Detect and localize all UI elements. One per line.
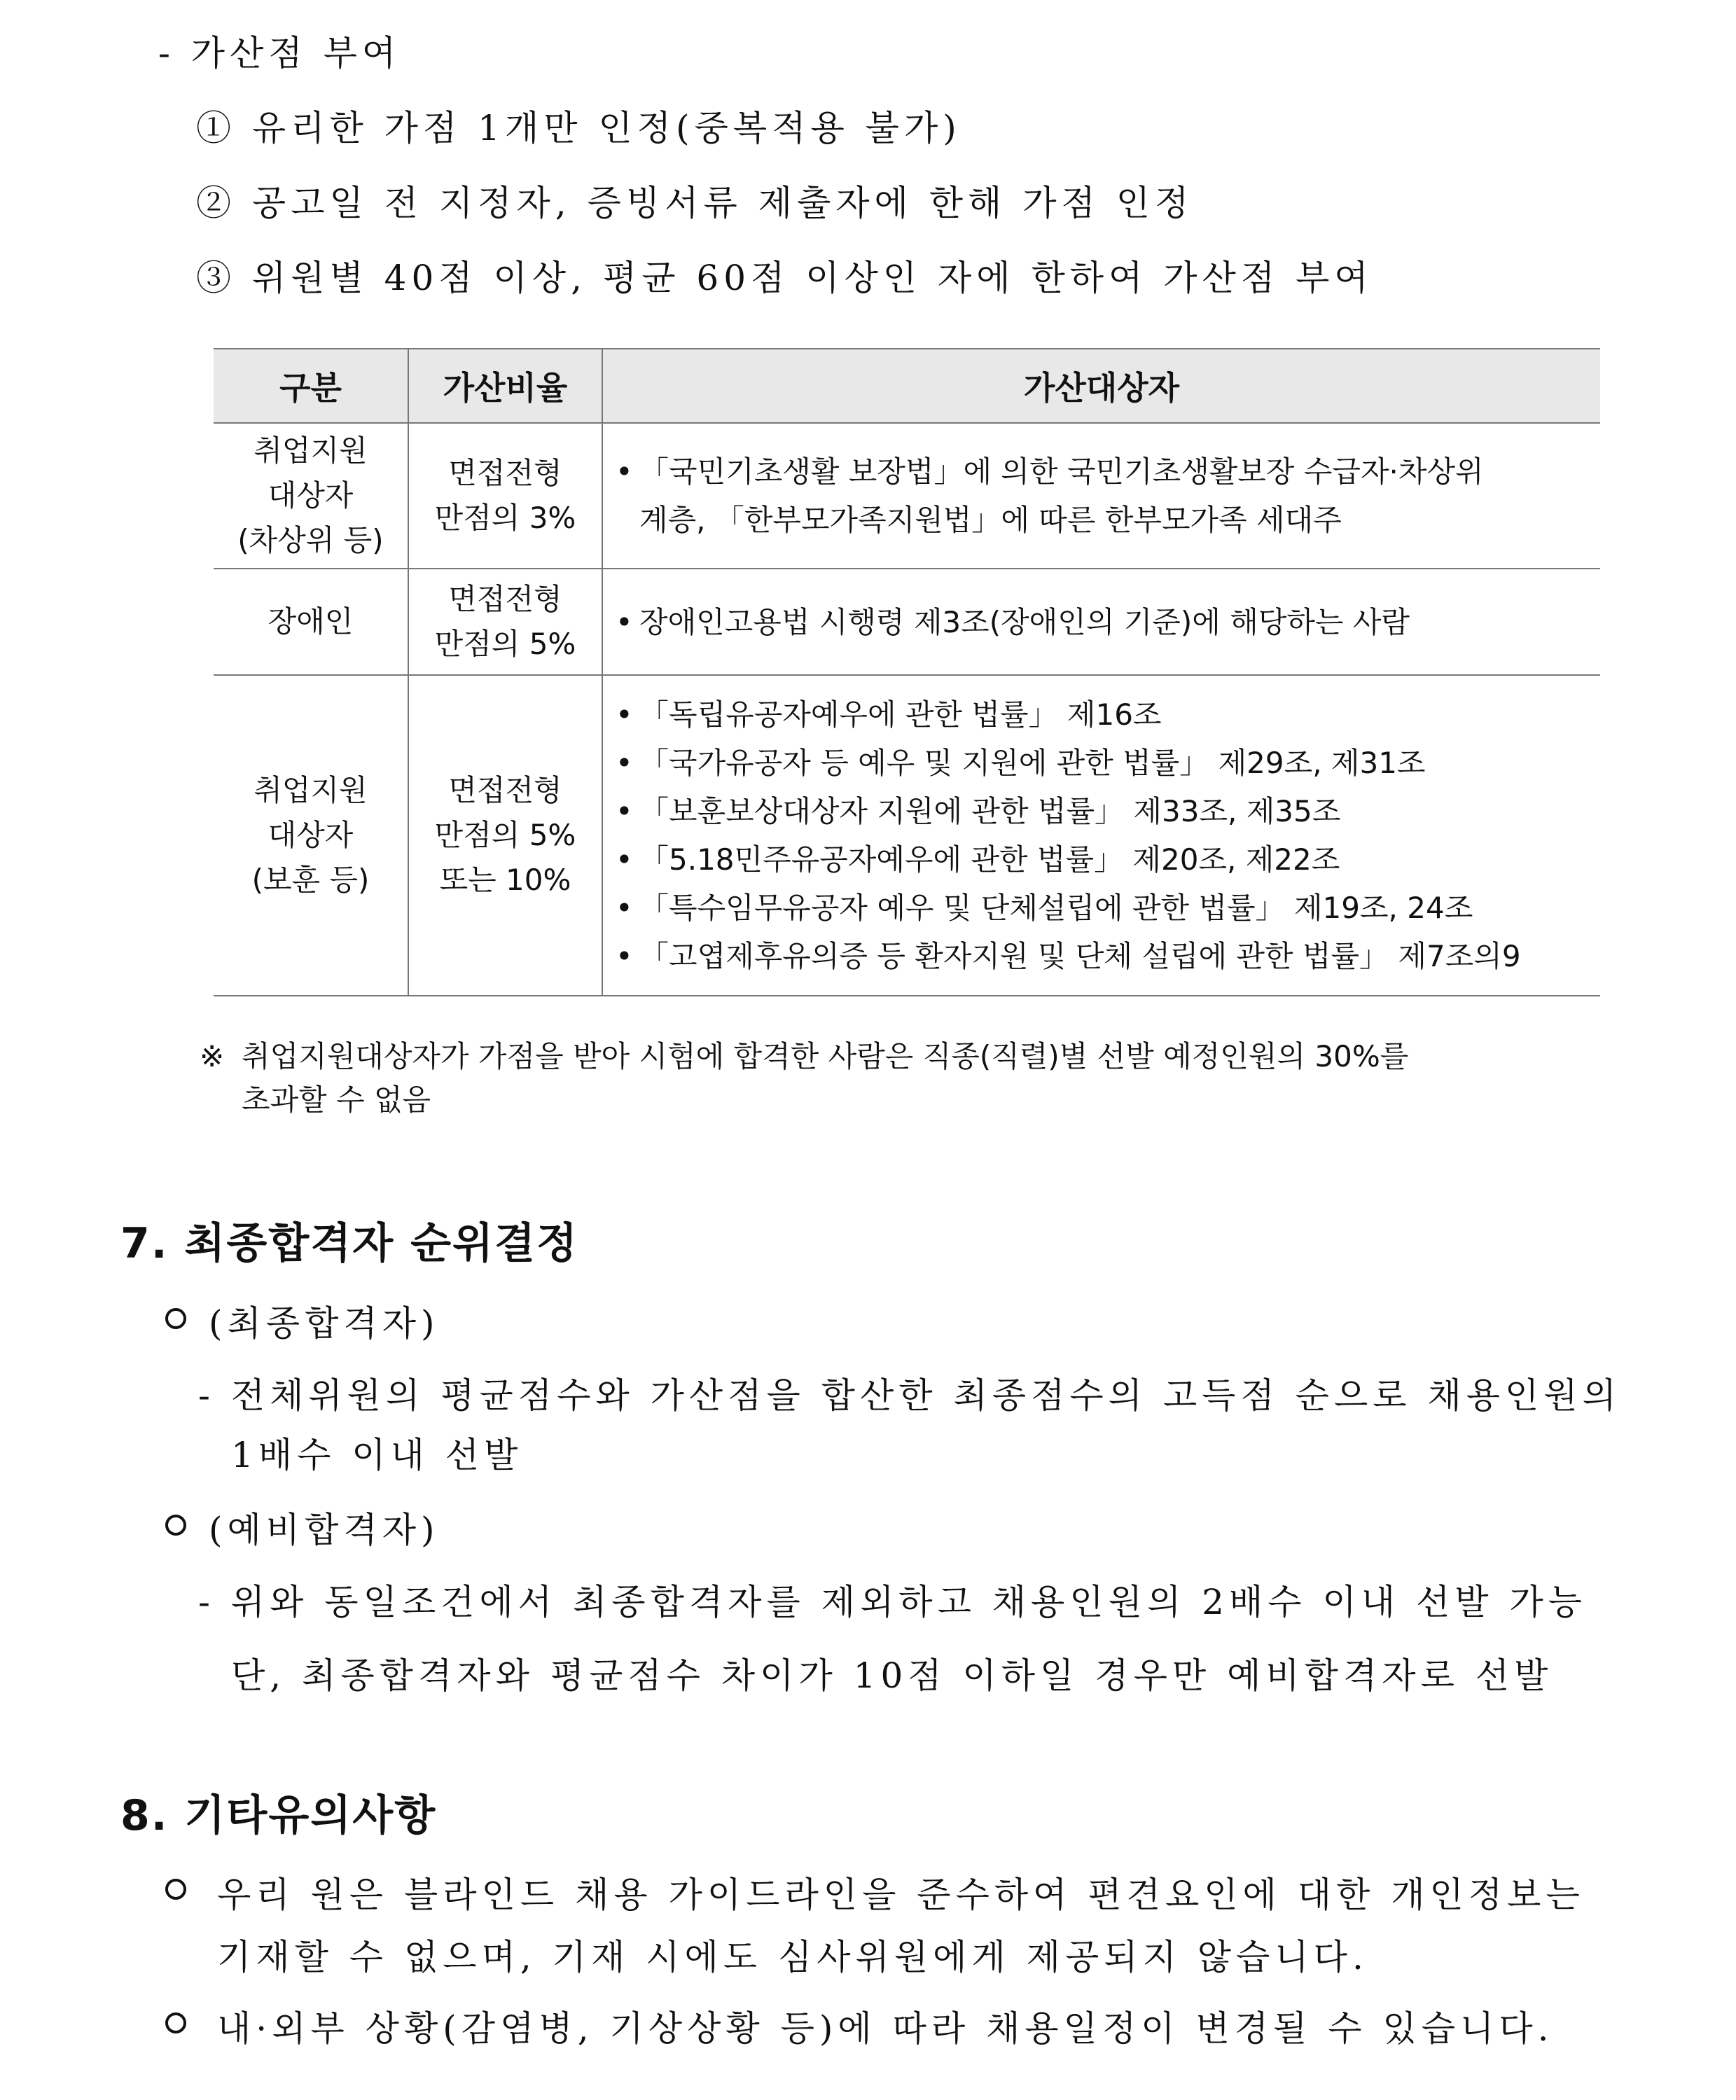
category-line: 장애인 bbox=[268, 604, 354, 639]
category-line: 취업지원 bbox=[254, 773, 368, 807]
target-item: • 「국가유공자 등 예우 및 지원에 관한 법률」 제29조, 제31조 bbox=[613, 739, 1590, 787]
target-text: 「국민기초생활 보장법」에 의한 국민기초생활보장 수급자·차상위 bbox=[639, 454, 1484, 489]
target-item: • 「특수임무유공자 예우 및 단체설립에 관한 법률」 제19조, 24조 bbox=[613, 884, 1590, 932]
final-passer-line-1: - 전체위원의 평균점수와 가산점을 합산한 최종점수의 고득점 순으로 채용인원의 bbox=[198, 1375, 1621, 1416]
section-7-title: 7. 최종합격자 순위결정 bbox=[120, 1219, 578, 1268]
notice-1-line-1: 우리 원은 블라인드 채용 가이드라인을 준수하여 편견요인에 대한 개인정보는 bbox=[217, 1875, 1585, 1915]
ratio-line: 면접전형 bbox=[448, 582, 562, 616]
targets-cell bbox=[602, 675, 1600, 996]
final-passer-line-2: 1배수 이내 선발 bbox=[231, 1435, 523, 1475]
ratio-line: 만점의 5% bbox=[434, 818, 576, 852]
category-line: 대상자 bbox=[268, 478, 354, 513]
target-item: • 「고엽제후유의증 등 환자지원 및 단체 설립에 관한 법률」 제7조의9 bbox=[613, 932, 1590, 980]
target-item: • 「5.18민주유공자예우에 관한 법률」 제20조, 제22조 bbox=[613, 835, 1590, 884]
note-mark: ※ bbox=[200, 1039, 225, 1073]
target-item bbox=[613, 447, 1590, 544]
final-passer-label: (최종합격자) bbox=[209, 1303, 440, 1344]
target-text-cont: 계층, 「한부모가족지원법」에 따른 한부모가족 세대주 bbox=[639, 503, 1342, 537]
note-line-2: 초과할 수 없음 bbox=[242, 1083, 431, 1117]
bonus-item-3: ③ 위원별 40점 이상, 평균 60점 이상인 자에 한하여 가산점 부여 bbox=[196, 258, 1373, 298]
category-line: 취업지원 bbox=[254, 433, 368, 468]
note-line-1: 취업지원대상자가 가점을 받아 시험에 합격한 사람은 직종(직렬)별 선발 예정인원의 30%를 bbox=[242, 1039, 1409, 1073]
target-item: • 「보훈보상대상자 지원에 관한 법률」 제33조, 제35조 bbox=[613, 787, 1590, 835]
target-item: • 「독립유공자예우에 관한 법률」 제16조 bbox=[613, 690, 1590, 739]
targets-cell bbox=[602, 423, 1600, 569]
circle-bullet-icon bbox=[165, 1879, 186, 1900]
category-line: (차상위 등) bbox=[237, 523, 384, 557]
table-row bbox=[214, 569, 1600, 675]
notice-2: 내·외부 상황(감염병, 기상상황 등)에 따라 채용일정이 변경될 수 있습니다. bbox=[217, 2008, 1554, 2049]
table-row bbox=[214, 675, 1600, 996]
category-line: 대상자 bbox=[268, 818, 354, 852]
notice-1-line-2: 기재할 수 없으며, 기재 시에도 심사위원에게 제공되지 않습니다. bbox=[217, 1937, 1368, 1977]
bonus-table bbox=[214, 348, 1600, 996]
table-header-row bbox=[214, 349, 1600, 423]
bonus-item-2: ② 공고일 전 지정자, 증빙서류 제출자에 한해 가점 인정 bbox=[196, 183, 1194, 223]
header-targets: 가산대상자 bbox=[602, 349, 1600, 423]
table-row bbox=[214, 423, 1600, 569]
section-8-title: 8. 기타유의사항 bbox=[120, 1791, 437, 1840]
category-cell bbox=[214, 675, 408, 996]
category-cell bbox=[214, 423, 408, 569]
ratio-cell bbox=[408, 423, 602, 569]
reserve-passer-line-2: 단, 최종합격자와 평균점수 차이가 10점 이하일 경우만 예비합격자로 선발 bbox=[231, 1655, 1553, 1696]
targets-cell bbox=[602, 569, 1600, 675]
circle-bullet-icon bbox=[165, 2012, 186, 2033]
ratio-line: 또는 10% bbox=[439, 863, 571, 897]
reserve-passer-line-1: - 위와 동일조건에서 최종합격자를 제외하고 채용인원의 2배수 이내 선발 가능 bbox=[198, 1582, 1588, 1622]
bonus-item-1: ① 유리한 가점 1개만 인정(중복적용 불가) bbox=[196, 108, 961, 148]
header-category: 구분 bbox=[214, 349, 408, 423]
target-item: • 장애인고용법 시행령 제3조(장애인의 기준)에 해당하는 사람 bbox=[613, 598, 1590, 646]
ratio-line: 면접전형 bbox=[448, 773, 562, 807]
bonus-heading: - 가산점 부여 bbox=[158, 33, 401, 74]
ratio-line: 만점의 5% bbox=[434, 627, 576, 661]
circle-bullet-icon bbox=[165, 1308, 186, 1329]
ratio-cell bbox=[408, 569, 602, 675]
category-line: (보훈 등) bbox=[251, 863, 370, 897]
ratio-line: 만점의 3% bbox=[434, 501, 576, 535]
category-cell bbox=[214, 569, 408, 675]
ratio-cell bbox=[408, 675, 602, 996]
ratio-line: 면접전형 bbox=[448, 456, 562, 490]
reserve-passer-label: (예비합격자) bbox=[209, 1510, 440, 1550]
circle-bullet-icon bbox=[165, 1515, 186, 1536]
header-ratio: 가산비율 bbox=[408, 349, 602, 423]
